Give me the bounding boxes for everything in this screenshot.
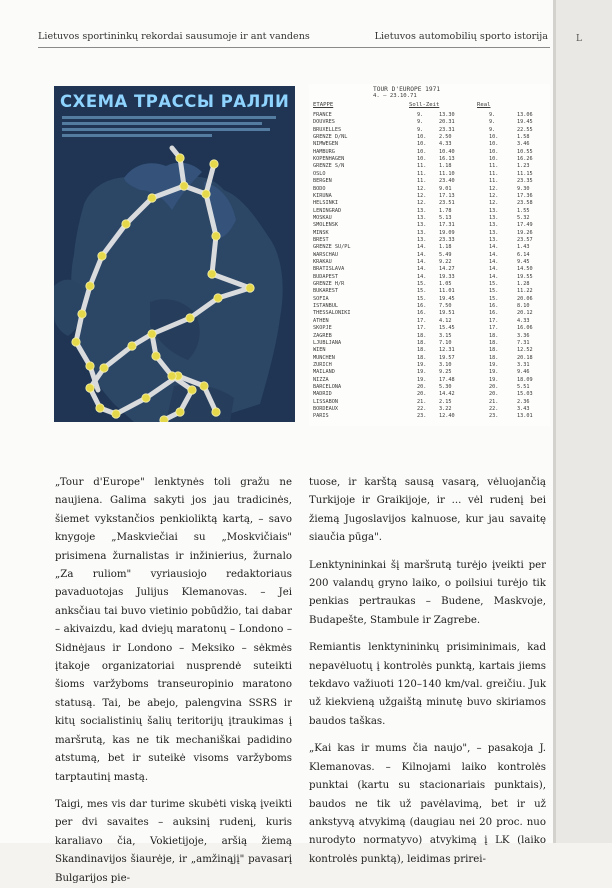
timetable-row: [313, 200, 547, 207]
timetable-cell: 10.: [417, 134, 427, 141]
timetable-cell: 10.55: [517, 148, 533, 155]
timetable-row: [313, 149, 547, 156]
timetable-cell: 19.45: [439, 295, 455, 302]
timetable-row: [313, 186, 547, 193]
timetable-cell: 1.55: [517, 207, 530, 214]
timetable-cell: 15.: [417, 281, 427, 288]
timetable-cell: 19.33: [439, 273, 455, 280]
timetable-cell: 9.: [489, 119, 496, 126]
timetable-row: [313, 296, 547, 303]
paragraph: „Kai kas ir mums čia naujo", – pasakoja J. Klemanovas. – Kilnojami laiko kontrolės punktai (kartu su stacionariais punktais), baudos ne tik už pavėlavimą, bet ir už ankstyvą atvykimą (daugiau nei 20 proc. nuo nurodyto normatyvo) atvykimą į LK (laiko kontrolės punktą), leidimas prirei-: [309, 743, 546, 865]
timetable-cell: 19.09: [439, 229, 455, 236]
timetable-cell: 17.: [489, 325, 499, 332]
timetable-cell: 19.26: [517, 229, 533, 236]
timetable-cell: 19.: [417, 361, 427, 368]
timetable-cell: 15.: [417, 295, 427, 302]
timetable-row: [313, 119, 547, 126]
timetable-cell: 23.33: [439, 236, 455, 243]
timetable-cell: ZURICH: [313, 361, 332, 368]
timetable-cell: 1.18: [439, 244, 452, 251]
timetable-cell: 15.: [489, 295, 499, 302]
timetable-row: [313, 237, 547, 244]
timetable-cell: 9.: [417, 119, 424, 126]
timetable-cell: 21.: [417, 398, 427, 405]
timetable-row: [313, 384, 547, 391]
timetable-cell: BREST: [313, 236, 329, 243]
timetable-cell: 14.: [417, 251, 427, 258]
timetable-row: [313, 134, 547, 141]
timetable-cell: 19.55: [517, 273, 533, 280]
timetable-col-label: Real: [477, 102, 491, 108]
timetable-cell: 11.: [489, 178, 499, 185]
timetable-row: [313, 193, 547, 200]
timetable-cell: 22.55: [517, 126, 533, 133]
timetable-cell: 7.10: [439, 339, 452, 346]
timetable-cell: 15.: [489, 281, 499, 288]
timetable-cell: 13.: [489, 236, 499, 243]
timetable-cell: 5.32: [517, 214, 530, 221]
timetable-cell: 23.35: [517, 178, 533, 185]
rally-timetable-document: [309, 84, 550, 426]
timetable-cell: 18.09: [517, 376, 533, 383]
timetable-cell: BRUXELLES: [313, 126, 342, 133]
left-text-column: [55, 474, 292, 888]
timetable-row: [313, 303, 547, 310]
timetable-cell: 14.: [417, 259, 427, 265]
timetable-cell: 6.14: [517, 251, 530, 258]
timetable-cell: 2.50: [439, 134, 452, 141]
timetable-cell: 16.: [489, 310, 499, 317]
rally-route-map: [54, 86, 295, 422]
timetable-cell: 14.50: [517, 266, 533, 273]
right-text-column: [309, 474, 546, 869]
timetable-row: [313, 391, 547, 398]
next-page-header-fragment: L: [576, 34, 582, 44]
header-right-title: Lietuvos automobilių sporto istorija: [374, 31, 548, 42]
timetable-cell: BARCELONA: [313, 383, 342, 390]
timetable-cell: 19.45: [517, 119, 533, 126]
timetable-cell: 16.: [489, 303, 499, 310]
timetable-cell: 15.45: [439, 325, 455, 332]
timetable-cell: GRENZE S/N: [313, 163, 345, 170]
timetable-cell: 18.: [417, 332, 427, 339]
timetable-cell: 4.12: [439, 317, 452, 324]
map-legend-line: [62, 122, 262, 125]
timetable-cell: 1.78: [439, 207, 452, 214]
timetable-title: TOUR D'EUROPE 1971: [373, 86, 441, 93]
timetable-cell: 4.33: [517, 317, 530, 324]
timetable-row: [313, 274, 547, 281]
timetable-cell: 10.: [417, 156, 427, 163]
timetable-cell: 12.: [489, 200, 499, 207]
paragraph: „Tour d'Europe" lenktynės toli gražu ne naujiena. Galima sakyti jos jau tradicinės, šiemet vykstančios penkioliktą kartą, – savo knygoje „Maskviečiai su „Moskvičiais" prisimena žurnalistas ir inžinierius, žurnalo „Za ruliom" vyriausiojo redaktoriaus pavaduotojas Julijus Klemanovas. – Jei anksčiau tai buvo vietinio pobūdžio, tai dabar – akivaizdu, kad dviejų maratonų – Londono – Sidnėjaus ir Londono – Meksiko – sėkmės įtakoje organizatoriai nusprendė suteikti šioms varžyboms transeuropinio maratono statusą. Tai, be abejo, palengvina SSRS ir kitų socialistinių šalių teritorijų įtraukimas į maršrutą, kas ne tik mechaniškai padidino atstumą, bet ir suteikė visoms varžyboms tarptautinį mastą.: [55, 477, 292, 783]
timetable-row: [313, 222, 547, 229]
timetable-row: [313, 281, 547, 288]
timetable-cell: BUKAREST: [313, 288, 338, 295]
timetable-cell: 9.25: [439, 369, 452, 376]
timetable-cell: 14.: [489, 244, 499, 251]
timetable-cell: 14.: [489, 251, 499, 258]
timetable-cell: 11.: [417, 178, 427, 185]
timetable-cell: 9.: [489, 112, 496, 118]
timetable-cell: 18.: [417, 339, 427, 346]
timetable-cell: 17.48: [439, 376, 455, 383]
timetable-col-label: Soll-Zeit: [409, 102, 440, 108]
timetable-cell: GRENZE H/R: [313, 281, 345, 288]
timetable-cell: 23.: [489, 413, 499, 420]
timetable-row: [313, 208, 547, 215]
timetable-row: [313, 244, 547, 251]
timetable-cell: 4.33: [439, 141, 452, 148]
timetable-cell: KIRUNA: [313, 192, 332, 199]
timetable-row: [313, 406, 547, 413]
paragraph: Remiantis lenktynininkų prisiminimais, kad nepavėluotų į kontrolės punktą, kartais jiems tekdavo važiuoti 120–140 km/val. greičiu. Juk už kiekvieną užgaištą minutę buvo skiriamos baudos taškas.: [309, 642, 546, 727]
timetable-cell: 10.40: [439, 148, 455, 155]
timetable-cell: 18.: [489, 347, 499, 354]
timetable-cell: 13.: [489, 229, 499, 236]
timetable-cell: WARSCHAU: [313, 251, 338, 258]
timetable-cell: 23.40: [439, 178, 455, 185]
timetable-cell: 16.: [417, 303, 427, 310]
timetable-cell: 9.30: [517, 185, 530, 192]
timetable-cell: 19.: [417, 376, 427, 383]
timetable-cell: BODO: [313, 185, 326, 192]
timetable-cell: 11.01: [439, 288, 455, 295]
timetable-cell: 20.31: [439, 119, 455, 126]
timetable-cell: 16.06: [517, 325, 533, 332]
timetable-row: [313, 355, 547, 362]
timetable-cell: 18.: [417, 347, 427, 354]
timetable-cell: 1.43: [517, 244, 530, 251]
timetable-cell: WIEN: [313, 347, 326, 354]
timetable-cell: 12.: [417, 192, 427, 199]
timetable-cell: 2.15: [439, 398, 452, 405]
timetable-cell: 16.: [417, 310, 427, 317]
timetable-cell: 12.: [417, 200, 427, 207]
timetable-cell: 18.: [489, 354, 499, 361]
timetable-row: [313, 127, 547, 134]
timetable-cell: SKOPJE: [313, 325, 332, 332]
timetable-cell: 23.57: [517, 236, 533, 243]
timetable-cell: 1.28: [517, 281, 530, 288]
timetable-cell: 20.18: [517, 354, 533, 361]
timetable-row: [313, 377, 547, 384]
timetable-cell: 9.: [417, 112, 424, 118]
timetable-cell: 5.49: [439, 251, 452, 258]
timetable-col-label: ETAPPE: [313, 102, 334, 108]
timetable-cell: 11.: [489, 163, 499, 170]
timetable-cell: 3.15: [439, 332, 452, 339]
timetable-cell: BRATISLAVA: [313, 266, 345, 273]
timetable-cell: 12.: [489, 192, 499, 199]
timetable-row: [313, 178, 547, 185]
timetable-cell: 19.: [489, 369, 499, 376]
timetable-cell: KRAKAU: [313, 259, 332, 265]
timetable-cell: 23.51: [439, 200, 455, 207]
timetable-cell: 3.10: [439, 361, 452, 368]
timetable-cell: 19.: [417, 369, 427, 376]
timetable-cell: 11.22: [517, 288, 533, 295]
timetable-cell: 12.: [417, 185, 427, 192]
timetable-cell: 14.: [417, 244, 427, 251]
map-legend-line: [62, 134, 212, 137]
timetable-cell: 17.: [417, 317, 427, 324]
timetable-cell: 10.: [489, 156, 499, 163]
timetable-row: [313, 252, 547, 259]
timetable-cell: 17.: [417, 325, 427, 332]
timetable-cell: 17.31: [439, 222, 455, 229]
paragraph: Taigi, mes vis dar turime skubėti viską įveikti per dvi savaites – auksinį rudenį, kuris karaliavo čia, Vokietijoje, aršią žiemą Skandinavijos šiaurėje, ir „amžinąjį" pavasarį Bulgarijos pie-: [55, 798, 292, 884]
timetable-row: [313, 413, 547, 420]
timetable-cell: ZAGREB: [313, 332, 332, 339]
timetable-cell: LJUBLJANA: [313, 339, 342, 346]
map-legend-line: [62, 128, 270, 131]
timetable-cell: 17.13: [439, 192, 455, 199]
timetable-cell: MAILAND: [313, 369, 335, 376]
timetable-cell: 20.12: [517, 310, 533, 317]
timetable-row: [313, 288, 547, 295]
timetable-row: [313, 340, 547, 347]
timetable-cell: 17.49: [517, 222, 533, 229]
timetable-cell: ATHEN: [313, 317, 329, 324]
timetable-cell: THESSALONIKI: [313, 310, 351, 317]
timetable-cell: 11.: [489, 170, 499, 177]
timetable-cell: 16.26: [517, 156, 533, 163]
timetable-cell: ISTANBUL: [313, 303, 338, 310]
timetable-cell: 11.: [417, 170, 427, 177]
timetable-cell: 14.: [489, 273, 499, 280]
timetable-cell: 20.: [417, 383, 427, 390]
timetable-row: [313, 163, 547, 170]
timetable-cell: 1.05: [439, 281, 452, 288]
timetable-cell: 23.: [417, 413, 427, 420]
timetable-cell: MUNCHEN: [313, 354, 335, 361]
timetable-cell: 9.45: [517, 259, 530, 265]
header-rule: [38, 47, 550, 48]
timetable-row: [313, 266, 547, 273]
timetable-cell: 16.13: [439, 156, 455, 163]
timetable-cell: 10.: [489, 148, 499, 155]
timetable-cell: 18.: [489, 332, 499, 339]
timetable-cell: 13.: [417, 207, 427, 214]
timetable-row: [313, 369, 547, 376]
timetable-cell: 9.: [489, 126, 496, 133]
timetable-cell: 13.: [417, 229, 427, 236]
timetable-cell: GRENZE SU/PL: [313, 244, 351, 251]
timetable-cell: 9.: [417, 126, 424, 133]
timetable-cell: BUDAPEST: [313, 273, 338, 280]
timetable-cell: MOSKAU: [313, 214, 332, 221]
timetable-cell: 3.46: [517, 141, 530, 148]
timetable-cell: 13.: [417, 214, 427, 221]
next-page-edge: [556, 0, 612, 843]
timetable-cell: 17.: [489, 317, 499, 324]
timetable-cell: MINSK: [313, 229, 329, 236]
timetable-row: [313, 259, 547, 266]
timetable-row: [313, 362, 547, 369]
timetable-row: [313, 318, 547, 325]
timetable-cell: HELSINKI: [313, 200, 338, 207]
timetable-cell: 3.43: [517, 406, 530, 412]
timetable-row: [313, 156, 547, 163]
timetable-cell: 10.: [417, 148, 427, 155]
timetable-cell: HAMBURG: [313, 148, 335, 155]
timetable-cell: 12.: [489, 185, 499, 192]
timetable-cell: 13.06: [517, 112, 533, 118]
timetable-cell: LISSABON: [313, 398, 338, 405]
timetable-cell: 9.22: [439, 259, 452, 265]
timetable-cell: 10.: [417, 141, 427, 148]
timetable-cell: 14.: [417, 273, 427, 280]
timetable-cell: 12.40: [439, 413, 455, 420]
timetable-cell: SMOLENSK: [313, 222, 338, 229]
timetable-cell: 14.: [489, 266, 499, 273]
timetable-cell: 11.10: [439, 170, 455, 177]
timetable-cell: 3.31: [517, 361, 530, 368]
timetable-cell: 17.36: [517, 192, 533, 199]
timetable-cell: 9.46: [517, 369, 530, 376]
timetable-cell: 5.13: [439, 214, 452, 221]
timetable-cell: LENINGRAD: [313, 207, 342, 214]
timetable-cell: 20.: [417, 391, 427, 398]
timetable-cell: KOPENHAGEN: [313, 156, 345, 163]
timetable-cell: 1.18: [439, 163, 452, 170]
timetable-cell: 22.: [489, 406, 499, 412]
timetable-cell: GRENZE D/NL: [313, 134, 348, 141]
timetable-cell: 14.: [489, 259, 499, 265]
map-title: СХЕМА ТРАССЫ РАЛЛИ: [60, 92, 290, 111]
timetable-cell: MADRID: [313, 391, 332, 398]
header-left-title: Lietuvos sportininkų rekordai sausumoje ir ant vandens: [38, 31, 310, 42]
timetable-cell: 18.: [417, 354, 427, 361]
timetable-cell: 23.31: [439, 126, 455, 133]
timetable-cell: 20.06: [517, 295, 533, 302]
timetable-cell: 1.58: [517, 134, 530, 141]
timetable-row: [313, 215, 547, 222]
timetable-cell: 3.22: [439, 406, 452, 412]
timetable-row: [313, 310, 547, 317]
timetable-cell: 19.51: [439, 310, 455, 317]
timetable-cell: 13.30: [439, 112, 455, 118]
timetable-cell: 14.27: [439, 266, 455, 273]
timetable-dates: 4. – 23.10.71: [373, 93, 417, 99]
timetable-cell: 18.: [489, 339, 499, 346]
timetable-row: [313, 325, 547, 332]
timetable-row: [313, 141, 547, 148]
timetable-cell: 13.: [489, 222, 499, 229]
timetable-cell: 19.57: [439, 354, 455, 361]
timetable-cell: SOFIA: [313, 295, 329, 302]
timetable-cell: 14.: [417, 266, 427, 273]
timetable-row: [313, 347, 547, 354]
timetable-cell: 21.: [489, 398, 499, 405]
timetable-cell: 19.: [489, 376, 499, 383]
timetable-cell: 7.50: [439, 303, 452, 310]
timetable-cell: OSLO: [313, 170, 326, 177]
timetable-cell: 13.01: [517, 413, 533, 420]
timetable-cell: FRANCE: [313, 112, 332, 118]
timetable-cell: 2.36: [517, 398, 530, 405]
timetable-cell: 12.52: [517, 347, 533, 354]
timetable-cell: 13.: [417, 222, 427, 229]
timetable-cell: 19.: [489, 361, 499, 368]
timetable-cell: 20.: [489, 383, 499, 390]
timetable-cell: DOUVRES: [313, 119, 335, 126]
timetable-cell: 5.51: [517, 383, 530, 390]
timetable-row: [313, 333, 547, 340]
timetable-cell: 10.: [489, 134, 499, 141]
timetable-cell: 7.31: [517, 339, 530, 346]
paragraph: tuose, ir karštą sausą vasarą, vėluojančią Turkijoje ir Graikijoje, ir ... vėl rudenį bei žiemą Jugoslavijos kalnuose, kur jau savaitę siaučia pūga".: [309, 477, 546, 544]
timetable-cell: 15.03: [517, 391, 533, 398]
timetable-cell: 13.: [489, 214, 499, 221]
timetable-cell: NIMWEGEN: [313, 141, 338, 148]
timetable-cell: 22.: [417, 406, 427, 412]
timetable-cell: 14.42: [439, 391, 455, 398]
timetable-cell: 13.: [417, 236, 427, 243]
timetable-row: [313, 399, 547, 406]
timetable-cell: 5.30: [439, 383, 452, 390]
paragraph: Lenktynininkai šį maršrutą turėjo įveikti per 200 valandų gryno laiko, o poilsiui turėjo tik penkias pertraukas – Budene, Maskvoje, Budapešte, Stambule ir Zagrebe.: [309, 559, 546, 626]
timetable-cell: 11.: [417, 163, 427, 170]
timetable-cell: 9.01: [439, 185, 452, 192]
timetable-cell: 23.58: [517, 200, 533, 207]
timetable-cell: 15.: [489, 288, 499, 295]
timetable-cell: PARIS: [313, 413, 329, 420]
timetable-cell: 20.: [489, 391, 499, 398]
timetable-cell: 12.31: [439, 347, 455, 354]
timetable-cell: 3.36: [517, 332, 530, 339]
timetable-cell: 11.15: [517, 170, 533, 177]
timetable-row: [313, 230, 547, 237]
timetable-cell: 15.: [417, 288, 427, 295]
map-legend-line: [62, 116, 276, 119]
timetable-cell: 13.: [489, 207, 499, 214]
timetable-cell: BORDEAUX: [313, 406, 338, 412]
timetable-cell: NIZZA: [313, 376, 329, 383]
timetable-cell: BERGEN: [313, 178, 332, 185]
timetable-row: [313, 112, 547, 119]
timetable-cell: 10.: [489, 141, 499, 148]
timetable-cell: 8.10: [517, 303, 530, 310]
timetable-cell: 1.23: [517, 163, 530, 170]
timetable-row: [313, 171, 547, 178]
